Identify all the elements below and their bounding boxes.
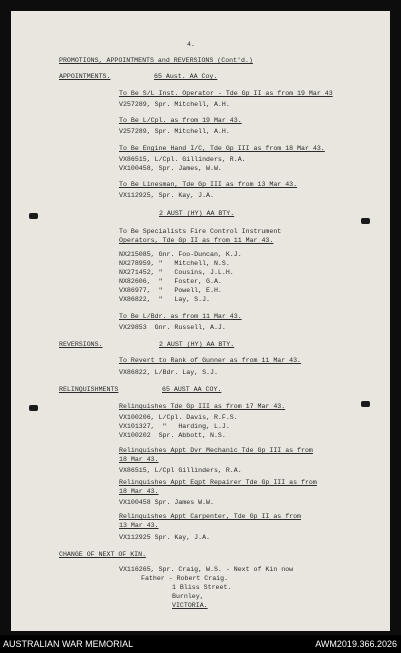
order-line: VX86515, L/Cpl Gillinders, R.A. [119,467,242,474]
order-line: VX100458 Spr. James W.W. [119,499,214,506]
order-title: To Be L/Bdr. as from 11 Mar 43. [119,313,242,320]
order-title: 18 Mar 43. [119,488,159,495]
order-title: 18 Mar 43. [119,456,159,463]
order-title: Relinquishes Appt Eqpt Repairer Tde Gp III as from [119,479,317,486]
order-line: VX100202 Spr. Abbott, N.S. [119,432,226,439]
next-of-kin-line: 1 Bliss Street. [172,584,232,591]
order-line: VX112925 Spr. Kay, J.A. [119,534,211,541]
section-label-next-of-kin: CHANGE OF NEXT OF KIN. [59,551,147,558]
punch-hole-bottom-left [29,405,38,411]
order-title: To Be Linesman, Tde Gp III as from 13 Mar 43. [119,181,298,188]
unit-heading: 65 AUST AA COY. [162,386,222,393]
order-title: Relinquishes Tde Gp III as from 17 Mar 43. [119,403,286,410]
punch-hole-bottom-right [361,401,370,407]
next-of-kin-line: Burnley, [172,593,204,600]
order-title: To Be Specialists Fire Control Instrument [119,228,282,235]
order-line: V257289, Spr. Mitchell, A.H. [119,101,230,108]
order-line: NX82606, " Foster, G.A. [119,278,222,285]
order-title: Operators, Tde Gp II as from 11 Mar 43. [119,237,274,244]
order-line: NX271452, " Cousins, J.L.H. [119,269,234,276]
page-heading: PROMOTIONS, APPOINTMENTS and REVERSIONS (Cont'd.) [59,57,253,64]
order-line: VX29853 Gnr. Russell, A.J. [119,324,226,331]
order-line: VX86515, L/Cpl. Gillinders, R.A. [119,156,246,163]
order-line: VX86822, " Lay, S.J. [119,296,211,303]
order-line: NX278959, " Mitchell, N.S. [119,260,230,267]
order-line: VX86977, " Powell, E.H. [119,287,222,294]
footer-accession-number: AWM2019.366.2026 [315,639,397,649]
order-title: To Revert to Rank of Gunner as from 11 Mar 43. [119,357,302,364]
order-line: VX86822, L/Bdr. Lay, S.J. [119,369,218,376]
punch-hole-top [29,213,38,219]
order-title: To Be S/L Inst. Operator - Tde Gp II as from 19 Mar 43 [119,90,333,97]
page-number: 4. [187,41,195,48]
order-line: VX101327, " Harding, L.J. [119,423,230,430]
order-line: VX112925, Spr. Kay, J.A. [119,192,214,199]
next-of-kin-line: VX116265, Spr. Craig, W.S. - Next of Kin now [119,566,294,573]
unit-heading: 2 AUST (HY) AA BTY. [159,210,235,217]
footer-credit: AUSTRALIAN WAR MEMORIAL [3,639,134,649]
unit-heading: 65 Aust. AA Coy. [154,73,218,80]
order-title: Relinquishes Appt Dvr Mechanic Tde Gp III as from [119,447,313,454]
order-line: NX215085, Gnr. Foo-Duncan, K.J. [119,251,242,258]
order-title: To Be L/Cpl. as from 19 Mar 43. [119,117,242,124]
punch-hole-mid [361,218,370,224]
order-title: 13 Mar 43. [119,522,159,529]
next-of-kin-line: Father - Robert Craig. [141,575,229,582]
order-title: Relinquishes Appt Carpenter, Tde Gp II as from [119,513,302,520]
document-page [11,11,390,631]
unit-heading: 2 AUST (HY) AA BTY. [159,341,235,348]
order-line: VX100206, L/Cpl. Davis, R.F.S. [119,414,238,421]
order-line: V257289, Spr. Mitchell, A.H. [119,128,230,135]
footer-bar [0,635,401,653]
order-line: VX100458, Spr. James, W.W. [119,165,222,172]
section-label-relinquishments: RELINQUISHMENTS [59,386,119,393]
order-title: To Be Engine Hand I/C, Tde Gp III as from 18 Mar 43. [119,145,325,152]
section-label-appointments: APPOINTMENTS. [59,73,111,80]
section-label-reversions: REVERSIONS. [59,341,103,348]
next-of-kin-line: VICTORIA. [172,602,208,609]
